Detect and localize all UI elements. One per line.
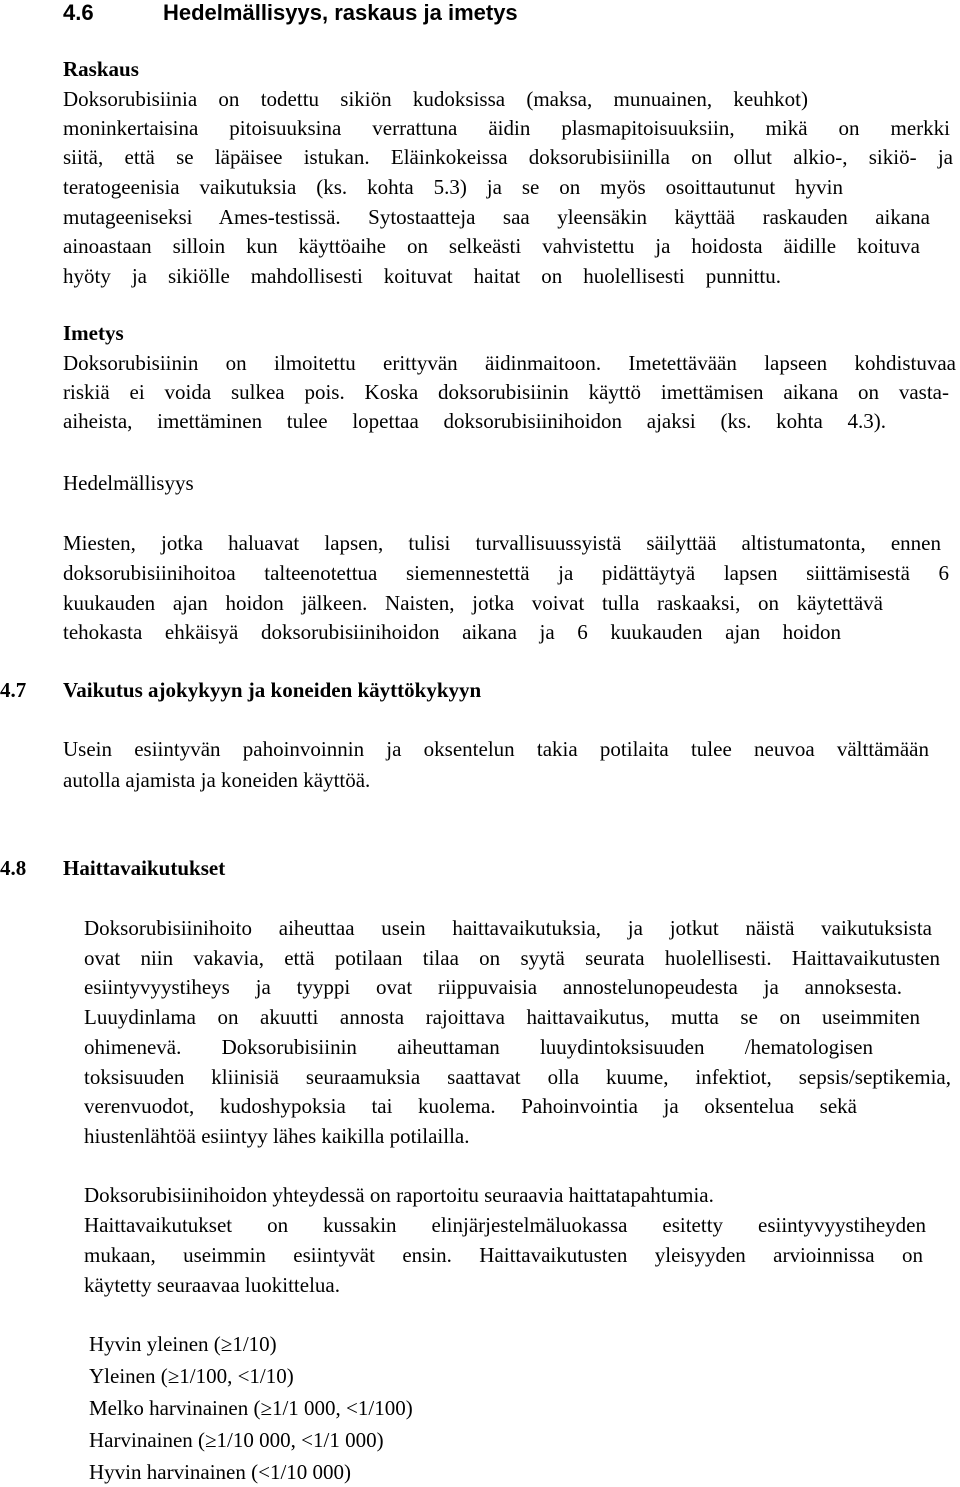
text-line: verenvuodot, kudoshypoksia tai kuolema. Pahoinvointia ja oksentelua sekä [84,1094,857,1118]
frequency-item: Yleinen (≥1/100, <1/10) [89,1364,294,1388]
text-line: doksorubisiinihoitoa talteenotettua siemennestettä ja pidättäytyä lapsen siittämisestä 6 [63,561,949,585]
text-line: esiintyvyystiheys ja tyyppi ovat riippuvaisia annostelunopeudesta ja annoksesta. [84,975,902,999]
text-line: Doksorubisiinihoidon yhteydessä on raportoitu seuraavia haittatapahtumia. [84,1183,714,1207]
text-line: mutageeniseksi Ames-testissä. Sytostaatteja saa yleensäkin käyttää raskauden aikana [63,205,930,229]
section-number: 4.7 [0,678,27,702]
frequency-item: Hyvin harvinainen (<1/10 000) [89,1460,352,1484]
text-line: riskiä ei voida sulkea pois. Koska doksorubisiinin käyttö imettämisen aikana on vasta- [63,380,949,404]
subheading-imetys: Imetys [63,321,124,345]
text-line: Miesten, jotka haluavat lapsen, tulisi turvallisuussyistä säilyttää altistumatonta, ennen [63,531,941,555]
text-line: Doksorubisiinia on todettu sikiön kudoksissa (maksa, munuainen, keuhkot) [63,87,808,111]
section-heading-4-7 [0,675,481,705]
section-number: 4.8 [0,856,27,880]
section-title: Vaikutus ajokykyyn ja koneiden käyttökykyyn [63,678,482,702]
text-line: käytetty seuraavaa luokittelua. [84,1273,340,1297]
text-line: ohimenevä. Doksorubisiinin aiheuttaman luuydintoksisuuden /hematologisen [84,1035,873,1059]
subheading-hedelmallisyys: Hedelmällisyys [63,471,194,495]
text-line: toksisuuden kliinisiä seuraamuksia saattavat olla kuume, infektiot, sepsis/septikemia, [84,1065,951,1089]
text-line: kuukauden ajan hoidon jälkeen. Naisten, jotka voivat tulla raskaaksi, on käytettävä [63,591,883,615]
text-line: siitä, että se läpäisee istukan. Eläinkokeissa doksorubisiinilla on ollut alkio-, sikiö- ja [63,145,953,169]
section-title: Haittavaikutukset [63,856,226,880]
text-line: aiheista, imettäminen tulee lopettaa doksorubisiinihoidon ajaksi (ks. kohta 4.3). [63,409,886,433]
text-line: Doksorubisiinihoito aiheuttaa usein haittavaikutuksia, ja jotkut näistä vaikutuksista [84,916,932,940]
text-line: hiustenlähtöä esiintyy lähes kaikilla potilailla. [84,1124,470,1148]
text-line: mukaan, useimmin esiintyvät ensin. Haittavaikutusten yleisyyden arvioinnissa on [84,1243,923,1267]
section-heading-4-8 [0,853,225,883]
section-title: Hedelmällisyys, raskaus ja imetys [163,0,518,25]
text-line: moninkertaisina pitoisuuksina verrattuna äidin plasmapitoisuuksiin, mikä on merkki [63,116,950,140]
text-line: autolla ajamista ja koneiden käyttöä. [63,768,371,792]
text-line: teratogeenisia vaikutuksia (ks. kohta 5.3) ja se on myös osoittautunut hyvin [63,175,843,199]
text-line: ovat niin vakavia, että potilaan tilaa on syytä seurata huolellisesti. Haittavaikutusten [84,946,940,970]
section-heading-4-6 [63,0,518,28]
text-line: Haittavaikutukset on kussakin elinjärjestelmäluokassa esitetty esiintyvyystiheyden [84,1213,926,1237]
frequency-item: Hyvin yleinen (≥1/10) [89,1332,277,1356]
text-line: ainoastaan silloin kun käyttöaihe on selkeästi vahvistettu ja hoidosta äidille koituva [63,234,920,258]
text-line: hyöty ja sikiölle mahdollisesti koituvat haitat on huolellisesti punnittu. [63,264,781,288]
text-line: Doksorubisiinin on ilmoitettu erittyvän äidinmaitoon. Imetettävään lapseen kohdistuvaa [63,351,956,375]
section-number: 4.6 [63,0,94,25]
frequency-item: Harvinainen (≥1/10 000, <1/1 000) [89,1428,384,1452]
frequency-item: Melko harvinainen (≥1/1 000, <1/100) [89,1396,413,1420]
text-line: Usein esiintyvän pahoinvoinnin ja oksentelun takia potilaita tulee neuvoa välttämään [63,737,929,761]
subheading-raskaus: Raskaus [63,57,139,81]
text-line: Luuydinlama on akuutti annosta rajoittava haittavaikutus, mutta se on useimmiten [84,1005,920,1029]
text-line: tehokasta ehkäisyä doksorubisiinihoidon aikana ja 6 kuukauden ajan hoidon [63,620,841,644]
